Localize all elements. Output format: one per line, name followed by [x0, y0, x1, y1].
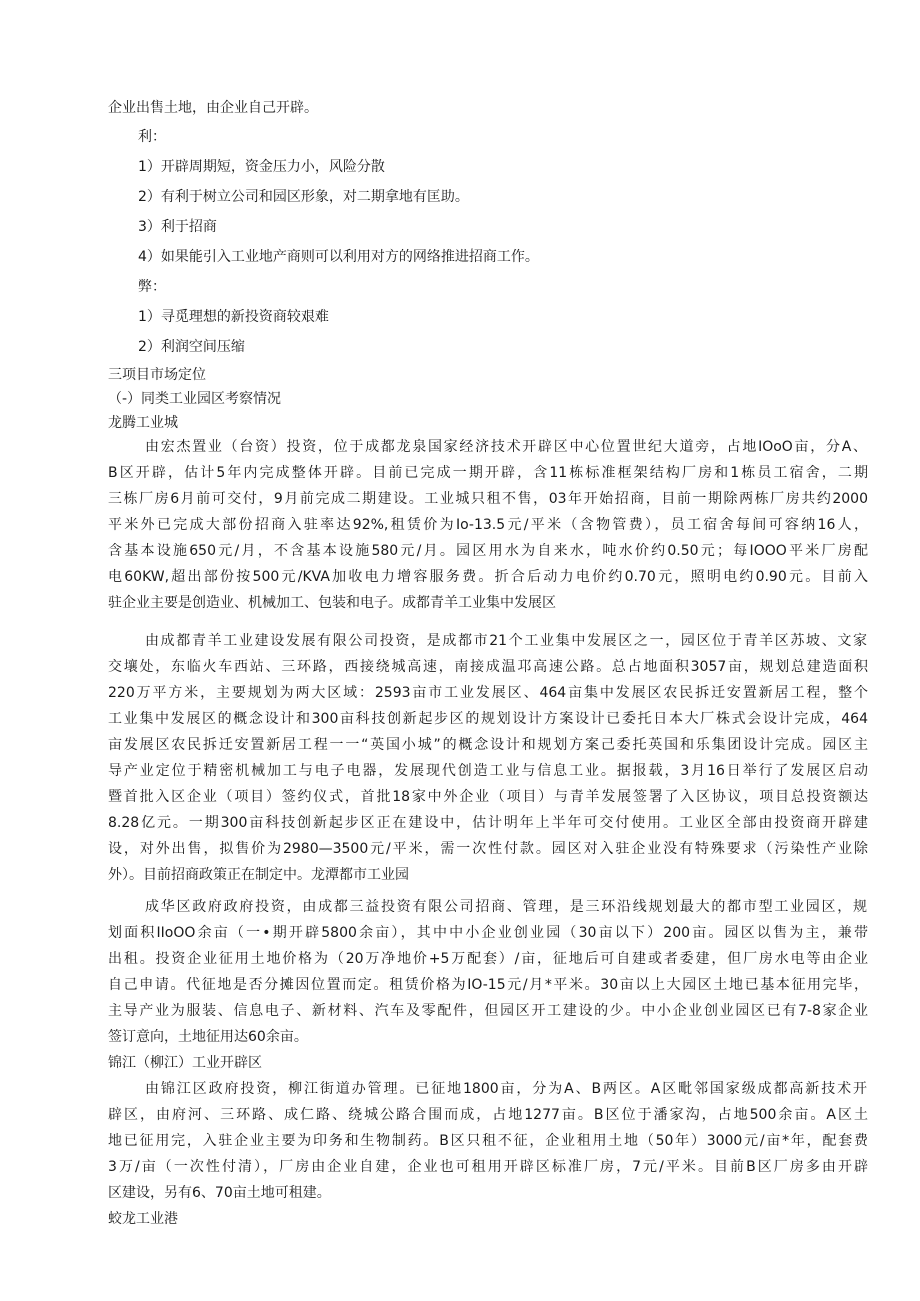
paragraph-line: 出租。投资企业征用土地价格为（20万净地价+5万配套）/亩，征地后可自建或者委建，但厂房水电等由企业: [108, 951, 868, 967]
paragraph-line: 自己申请。代征地是否分摊因位置而定。租赁价格为IO-15元/月*平米。30亩以上大园区土地已基本征用完毕，: [108, 977, 868, 993]
section-title: 三项目市场定位: [108, 367, 206, 383]
paragraph-line: 成华区政府政府投资，由成都三益投资有限公司招商、管理，是三环沿线规划最大的都市型工业园区，规: [145, 899, 867, 915]
paragraph-line: 外）。目前招商政策正在制定中。龙潭都市工业园: [108, 867, 409, 883]
pros-item: 4）如果能引入工业地产商则可以利用对方的网络推进招商工作。: [138, 249, 539, 265]
paragraph-line: B区开辟，估计5年内完成整体开辟。目前已完成一期开辟，含11栋标准框架结构厂房和1栋员工宿舍，二期: [108, 465, 868, 481]
paragraph-line: 三栋厂房6月前可交付，9月前完成二期建设。工业城只租不售，03年开始招商，目前一期除两栋厂房共约2000: [108, 491, 868, 507]
paragraph-line: 由宏杰置业（台资）投资，位于成都龙泉国家经济技术开辟区中心位置世纪大道旁，占地IOoO亩，分A、: [145, 439, 867, 455]
paragraph-line: 区建设，另有6、70亩土地可租建。: [108, 1185, 331, 1201]
paragraph-line: 工业集中发展区的概念设计和300亩科技创新起步区的规划设计方案设计已委托日本大厂株式会设计完成，464: [108, 711, 868, 727]
intro-line: 企业出售土地，由企业自己开辟。: [108, 100, 318, 116]
pros-heading: 利：: [138, 129, 166, 145]
paragraph-line: 辟区，由府河、三环路、成仁路、绕城公路合围而成，占地1277亩。B区位于潘家沟，占地500余亩。A区土: [108, 1107, 868, 1123]
paragraph-line: 地已征用完，入驻企业主要为印务和生物制药。B区只租不征，企业租用土地（50年）3000元/亩*年，配套费: [108, 1133, 868, 1149]
paragraph-line: 交壤处，东临火车西站、三环路，西接绕城高速，南接成温邛高速公路。总占地面积3057亩，规划总建造面积: [108, 659, 868, 675]
paragraph-line: 8.28亿元。一期300亩科技创新起步区正在建设中，估计明年上半年可交付使用。工业区全部由投资商开辟建: [108, 815, 868, 831]
paragraph-line: 驻企业主要是创造业、机械加工、包装和电子。成都青羊工业集中发展区: [108, 595, 556, 611]
paragraph-line: 电60KW,超出部份按500元/KVA加收电力增容服务费。折合后动力电价约0.70元，照明电约0.90元。目前入: [108, 569, 868, 585]
paragraph-line: 暨首批入区企业（项目）签约仪式，首批18家中外企业（项目）与青羊发展签署了入区协议，项目总投资额达: [108, 789, 868, 805]
paragraph-line: 含基本设施650元/月，不含基本设施580元/月。园区用水为自来水，吨水价约0.50元；每IOOO平米厂房配: [108, 543, 868, 559]
cons-heading: 弊：: [138, 279, 166, 295]
paragraph-line: 划面积IIoOO余亩（一•期开辟5800余亩），其中中小企业创业园（30亩以下）200亩。园区以售为主，兼带: [108, 925, 868, 941]
cons-item: 1）寻觅理想的新投资商较艰难: [138, 309, 329, 325]
paragraph-line: 平米外已完成大部份招商入驻率达92%,租赁价为Io-13.5元/平米（含物管费），员工宿舍每间可容纳16人，: [108, 517, 868, 533]
paragraph-line: 导产业定位于精密机械加工与电子电器，发展现代创造工业与信息工业。据报载，3月16日举行了发展区启动: [108, 763, 868, 779]
paragraph-line: 主导产业为服装、信息电子、新材料、汽车及零配件，但园区开工建设的少。中小企业创业园区已有7-8家企业: [108, 1003, 868, 1019]
park-heading: 蛟龙工业港: [108, 1211, 178, 1227]
section-subtitle: （-）同类工业园区考察情况: [108, 391, 282, 407]
paragraph-line: 由锦江区政府投资，柳江街道办管理。已征地1800亩，分为A、B两区。A区毗邻国家级成都高新技术开: [145, 1081, 867, 1097]
paragraph-line: 由成都青羊工业建设发展有限公司投资，是成都市21个工业集中发展区之一，园区位于青羊区苏坡、文家: [145, 633, 867, 649]
pros-item: 2）有利于树立公司和园区形象，对二期拿地有匡助。: [138, 189, 469, 205]
paragraph-line: 3万/亩（一次性付清），厂房由企业自建，企业也可租用开辟区标准厂房，7元/平米。目前B区厂房多由开辟: [108, 1159, 868, 1175]
paragraph-line: 签订意向，土地征用达60余亩。: [108, 1029, 308, 1045]
park-heading: 龙腾工业城: [108, 415, 178, 431]
paragraph-line: 设，对外出售，拟售价为2980—3500元/平米，需一次性付款。园区对入驻企业没有特殊要求（污染性产业除: [108, 841, 868, 857]
paragraph-line: 220万平方米，主要规划为两大区域：2593亩市工业发展区、464亩集中发展区农民拆迁安置新居工程，整个: [108, 685, 868, 701]
park-heading: 锦江（柳江）工业开辟区: [108, 1055, 262, 1071]
pros-item: 1）开辟周期短，资金压力小，风险分散: [138, 159, 385, 175]
paragraph-line: 亩发展区农民拆迁安置新居工程一一“英国小城”的概念设计和规划方案己委托英国和乐集团设计完成。园区主: [108, 737, 868, 753]
cons-item: 2）利润空间压缩: [138, 339, 245, 355]
pros-item: 3）利于招商: [138, 219, 217, 235]
